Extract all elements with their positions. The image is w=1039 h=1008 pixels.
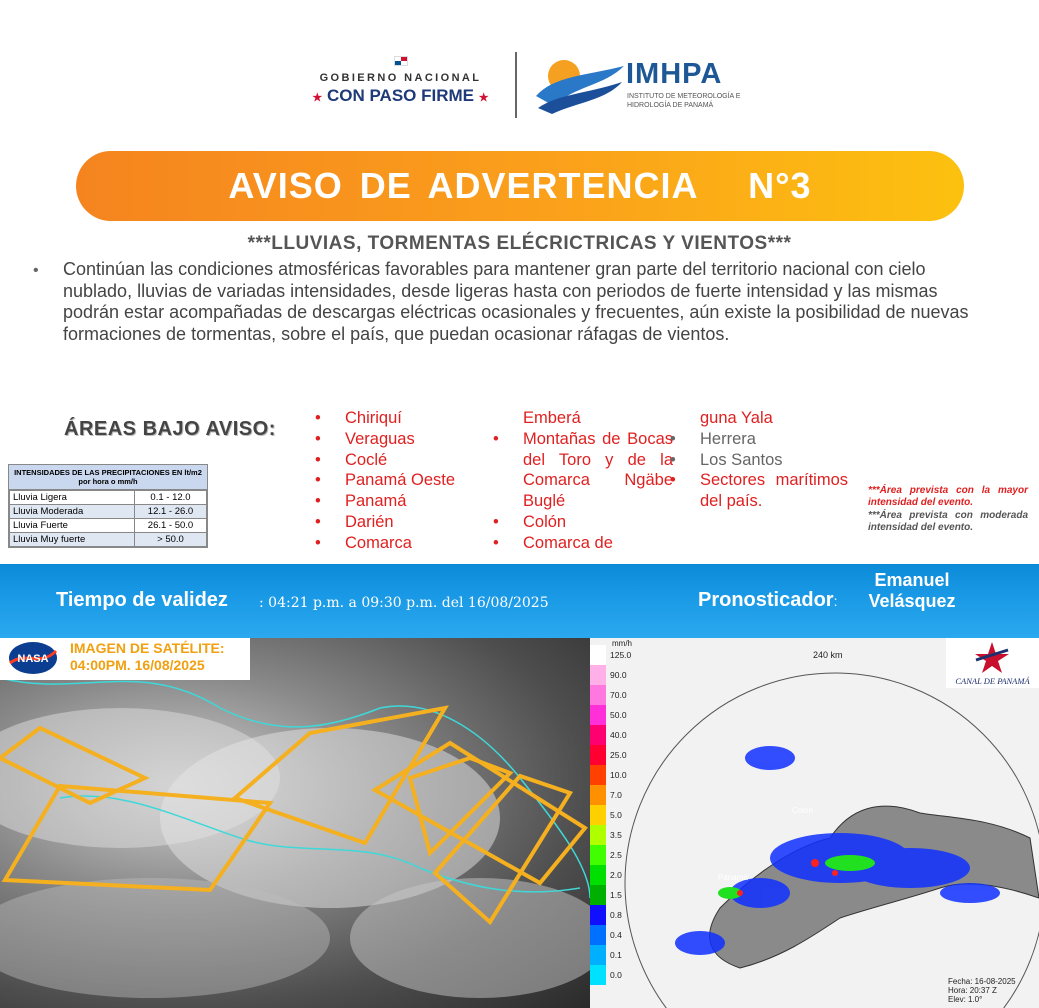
radar-scale-label: 70.0 xyxy=(610,690,627,700)
area-item-continuation: Emberá xyxy=(523,409,581,427)
radar-scale-swatch xyxy=(590,865,606,885)
radar-scale-row xyxy=(590,645,640,665)
note-high-intensity: ***Área prevista con la mayor intensidad del evento. xyxy=(868,485,1028,508)
radar-scale-row xyxy=(590,685,640,705)
satellite-title: IMAGEN DE SATÉLITE: 04:00PM. 16/08/2025 xyxy=(70,640,225,673)
radar-scale-row xyxy=(590,965,640,985)
radar-scale-row xyxy=(590,905,640,925)
radar-timestamp: Fecha: 16-08-2025 Hora: 20:37 Z Elev: 1.0° xyxy=(948,977,1016,1004)
radar-scale-label: 0.0 xyxy=(610,970,622,980)
area-item: • Colón xyxy=(493,512,673,533)
radar-scale-row xyxy=(590,885,640,905)
area-item: • Coclé xyxy=(315,450,485,471)
radar-scale-swatch xyxy=(590,945,606,965)
area-item: • Los Santos xyxy=(670,450,848,471)
area-item: • Montañas de Bocas del Toro y de la Comarca Ngäbe Buglé xyxy=(493,429,673,512)
org-subtitle: INSTITUTO DE METEOROLOGÍA E HIDROLOGÍA DE PANAMÁ xyxy=(627,93,741,109)
areas-title: ÁREAS BAJO AVISO: xyxy=(64,418,276,440)
radar-scale-label: 40.0 xyxy=(610,730,627,740)
radar-scale-row xyxy=(590,705,640,725)
radar-scale-label: 2.5 xyxy=(610,850,622,860)
radar-scale-label: 90.0 xyxy=(610,670,627,680)
nasa-logo-icon xyxy=(6,641,60,675)
radar-scale-label: 0.1 xyxy=(610,950,622,960)
radar-scale-label: 7.0 xyxy=(610,790,622,800)
bullet-icon: • xyxy=(33,262,39,279)
area-item: • Darién xyxy=(315,512,485,533)
intensity-label: Lluvia Muy fuerte xyxy=(10,533,135,547)
warning-title: AVISO DE ADVERTENCIA N°3 xyxy=(228,165,812,206)
radar-scale-row xyxy=(590,805,640,825)
area-item-continuation: guna Yala xyxy=(700,409,773,427)
intensity-label: Lluvia Ligera xyxy=(10,491,135,505)
radar-scale-row xyxy=(590,725,640,745)
radar-scale-swatch xyxy=(590,905,606,925)
validity-label: Tiempo de validez xyxy=(56,589,228,611)
radar-scale-swatch xyxy=(590,925,606,945)
radar-scale-swatch xyxy=(590,885,606,905)
panama-flag-icon xyxy=(394,56,408,66)
radar-scale-swatch xyxy=(590,785,606,805)
nasa-logo-text: NASA xyxy=(17,653,49,665)
radar-scale-label: 50.0 xyxy=(610,710,627,720)
forecaster-name: Emanuel Velásquez xyxy=(868,570,956,611)
gov-line1: GOBIERNO NACIONAL xyxy=(319,72,482,84)
radar-scale-swatch xyxy=(590,765,606,785)
warning-description: Continúan las condiciones atmosféricas favorables para mantener gran parte del territorio nacional con cielo nublado, lluvias de variadas intensidades, desde ligeras hasta con periodos de fuerte intensidad y las mismas podrán estar acompañadas de descargas eléctricas ocasionales y frecuentes, aún existe la posibilidad de nuevas formaciones de tormentas, sobre el país, que puedan ocasionar ráfagas de vientos. xyxy=(63,259,969,344)
radar-scale-row xyxy=(590,825,640,845)
area-item: • Herrera xyxy=(670,429,848,450)
radar-scale-label: 2.0 xyxy=(610,870,622,880)
radar-scale-swatch xyxy=(590,965,606,985)
government-logo xyxy=(298,56,503,106)
gov-line2: ★ CON PASO FIRME ★ xyxy=(312,86,489,105)
areas-column-2 xyxy=(493,408,673,554)
radar-scale-swatch xyxy=(590,745,606,765)
validity-value: : 04:21 p.m. a 09:30 p.m. del 16/08/2025 xyxy=(259,595,549,611)
radar-overlay xyxy=(590,638,1039,1008)
imhpa-logo-icon xyxy=(534,56,626,114)
satellite-image xyxy=(0,638,590,1008)
star-icon: ★ xyxy=(478,92,489,104)
radar-scale-row xyxy=(590,865,640,885)
radar-scale-swatch xyxy=(590,685,606,705)
radar-scale-swatch xyxy=(590,725,606,745)
intensity-value: > 50.0 xyxy=(135,533,207,547)
intensity-value: 26.1 - 50.0 xyxy=(135,519,207,533)
intensity-value: 12.1 - 26.0 xyxy=(135,505,207,519)
radar-image xyxy=(590,638,1039,1008)
area-item: • Veraguas xyxy=(315,429,485,450)
radar-scale-row xyxy=(590,765,640,785)
radar-scale-label: 1.5 xyxy=(610,890,622,900)
radar-scale-row xyxy=(590,745,640,765)
radar-scale-row xyxy=(590,785,640,805)
warning-subtitle: ***LLUVIAS, TORMENTAS ELÉCRICTRICAS Y VIENTOS*** xyxy=(247,233,792,254)
canal-brand: CANAL DE PANAMÁ xyxy=(955,676,1030,686)
radar-color-scale xyxy=(590,645,640,985)
area-item: • Comarca de xyxy=(493,533,673,554)
city-label: Colon xyxy=(792,806,813,815)
intensity-label: Lluvia Fuerte xyxy=(10,519,135,533)
radar-scale-label: 125.0 xyxy=(610,650,632,660)
city-label: Panamá xyxy=(718,873,748,882)
radar-unit: mm/h xyxy=(612,639,632,648)
radar-scale-swatch xyxy=(590,645,606,665)
radar-scale-swatch xyxy=(590,845,606,865)
radar-scale-row xyxy=(590,925,640,945)
radar-scale-label: 0.4 xyxy=(610,930,622,940)
radar-range-label: 240 km xyxy=(813,650,843,660)
areas-column-3 xyxy=(670,408,848,512)
area-item: • Panamá Oeste xyxy=(315,470,485,491)
radar-scale-label: 0.8 xyxy=(610,910,622,920)
radar-scale-row xyxy=(590,665,640,685)
intensity-table xyxy=(8,464,208,548)
satellite-overlay xyxy=(0,638,590,1008)
radar-scale-label: 5.0 xyxy=(610,810,622,820)
radar-scale-swatch xyxy=(590,825,606,845)
radar-scale-row xyxy=(590,845,640,865)
intensity-table-header: INTENSIDADES DE LAS PRECIPITACIONES EN lt/m2 por hora o mm/h xyxy=(9,465,207,490)
header-divider xyxy=(515,52,517,118)
intensity-label: Lluvia Moderada xyxy=(10,505,135,519)
radar-scale-label: 10.0 xyxy=(610,770,627,780)
forecaster-label: Pronosticador: xyxy=(698,589,838,611)
legend-notes xyxy=(868,485,1028,533)
intensity-value: 0.1 - 12.0 xyxy=(135,491,207,505)
radar-scale-swatch xyxy=(590,705,606,725)
star-icon: ★ xyxy=(312,92,323,104)
area-item: • Chiriquí xyxy=(315,408,485,429)
radar-scale-label: 3.5 xyxy=(610,830,622,840)
radar-scale-swatch xyxy=(590,665,606,685)
areas-column-1 xyxy=(315,408,485,554)
area-item: • Comarca xyxy=(315,533,485,554)
canal-star-icon xyxy=(946,638,1039,676)
note-moderate-intensity: ***Área prevista con moderada intensidad del evento. xyxy=(868,510,1028,533)
org-name: IMHPA xyxy=(626,58,723,90)
radar-scale-label: 25.0 xyxy=(610,750,627,760)
area-item: • Panamá xyxy=(315,491,485,512)
radar-scale-row xyxy=(590,945,640,965)
radar-scale-swatch xyxy=(590,805,606,825)
area-item: • Sectores marítimos del país. xyxy=(670,470,848,512)
